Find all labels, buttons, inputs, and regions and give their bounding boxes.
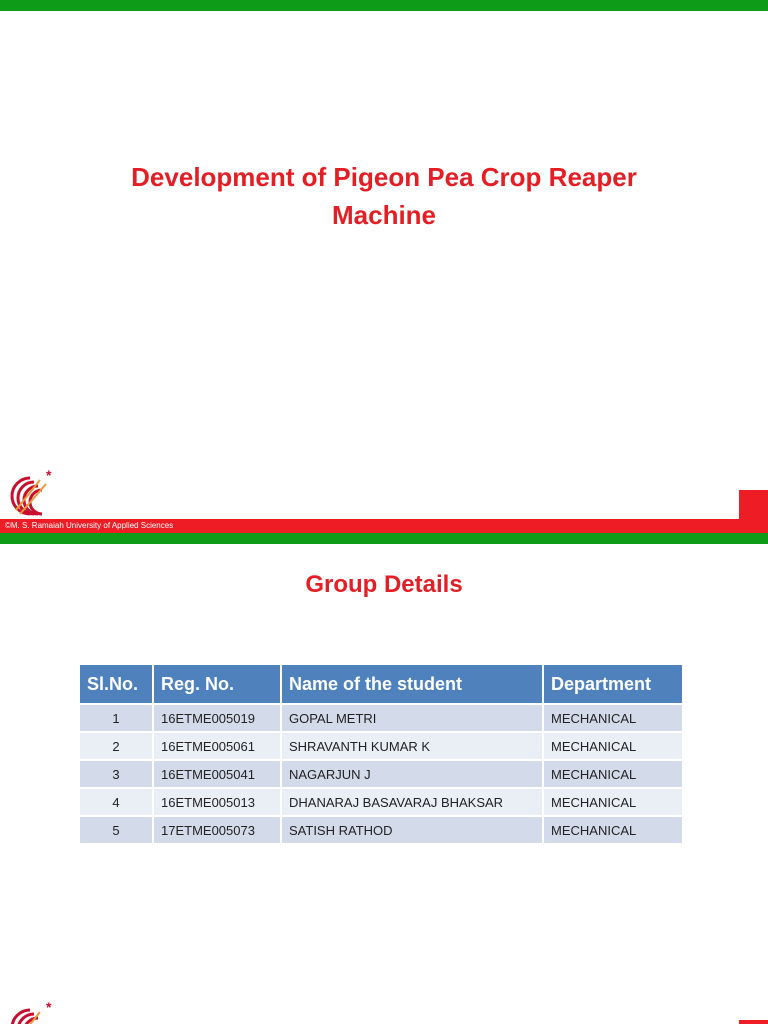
column-header: Department: [544, 665, 682, 705]
table-cell: 16ETME005019: [154, 705, 282, 733]
svg-text:*: *: [46, 467, 52, 483]
table-cell: MECHANICAL: [544, 817, 682, 845]
title-line-2: Machine: [331, 200, 437, 230]
table-cell: MECHANICAL: [544, 733, 682, 761]
table-row: [80, 817, 682, 845]
table-row: [80, 705, 682, 733]
table-cell: MECHANICAL: [544, 705, 682, 733]
table-cell: 2: [80, 733, 154, 761]
column-header: Name of the student: [282, 665, 544, 705]
table-cell: 17ETME005073: [154, 817, 282, 845]
corner-red-block: [739, 1020, 768, 1024]
table-cell: 16ETME005013: [154, 789, 282, 817]
table-row: [80, 733, 682, 761]
footer-bar: [0, 519, 768, 533]
table-cell: SHRAVANTH KUMAR K: [282, 733, 544, 761]
header-green-bar: [0, 0, 768, 11]
table-row: [80, 789, 682, 817]
university-logo-icon: [10, 466, 56, 520]
table-row: [80, 761, 682, 789]
table-cell: GOPAL METRI: [282, 705, 544, 733]
table-cell: MECHANICAL: [544, 761, 682, 789]
footer-copyright: ©M. S. Ramaiah University of Applied Sciences: [5, 521, 174, 530]
table-cell: SATISH RATHOD: [282, 817, 544, 845]
table-cell: NAGARJUN J: [282, 761, 544, 789]
corner-red-block: [739, 490, 768, 519]
table-header-row: [80, 665, 682, 705]
table-cell: 16ETME005041: [154, 761, 282, 789]
footer-green-bar: [0, 533, 768, 544]
column-header: Sl.No.: [80, 665, 154, 705]
table-cell: 4: [80, 789, 154, 817]
presentation-title: [0, 158, 768, 234]
section-title: Group Details: [305, 571, 463, 598]
table-cell: 5: [80, 817, 154, 845]
table-cell: 1: [80, 705, 154, 733]
group-details-table: [80, 665, 682, 845]
column-header: Reg. No.: [154, 665, 282, 705]
table-cell: DHANARAJ BASAVARAJ BHAKSAR: [282, 789, 544, 817]
slide-group-details: [0, 544, 768, 1024]
svg-text:*: *: [46, 999, 52, 1015]
title-line-1: Development of Pigeon Pea Crop Reaper: [131, 162, 637, 192]
university-logo-icon: [10, 998, 56, 1024]
table-cell: 3: [80, 761, 154, 789]
table-cell: 16ETME005061: [154, 733, 282, 761]
table-cell: MECHANICAL: [544, 789, 682, 817]
